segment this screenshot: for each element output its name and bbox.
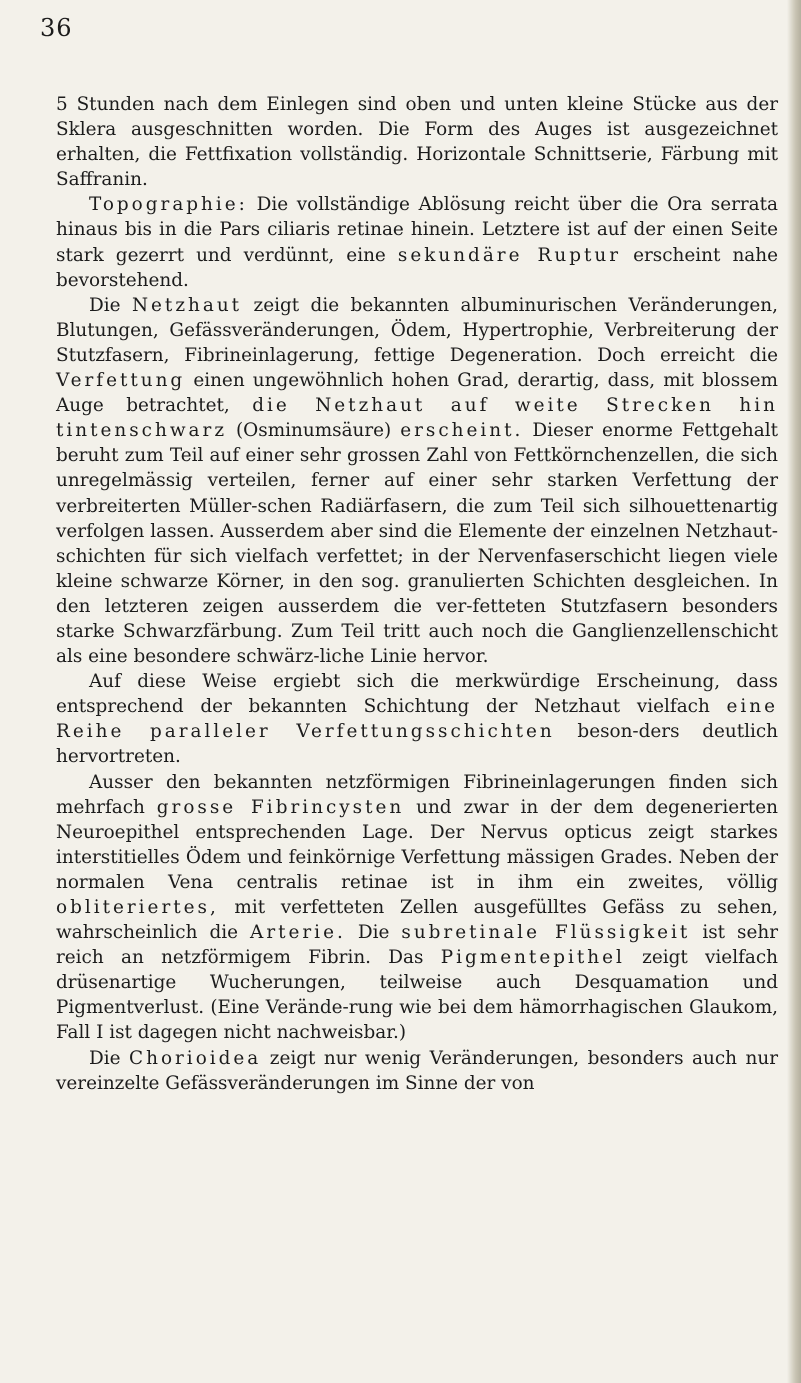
text-run: mit verfetteten Zellen ausgefülltes Gefäss zu sehen, wahrscheinlich die: [56, 897, 778, 944]
emphasis-run: Verfettung: [56, 370, 186, 392]
text-run: Die: [89, 294, 132, 316]
text-run: einen ungewöhnlich hohen Grad, derartig, dass, mit blossem Auge betrachtet,: [56, 370, 778, 417]
text-run: Ausser den bekannten netzförmigen Fibrineinlagerungen finden sich mehrfach: [56, 771, 778, 818]
emphasis-run: subretinale Flüssigkeit: [401, 922, 691, 944]
text-run: erscheint nahe bevorstehend.: [56, 244, 778, 291]
text-run: (Osminumsäure): [227, 420, 401, 442]
text-run: zeigt die bekannten albuminurischen Veränderungen, Blutungen, Gefässveränderungen, Ödem, Hypertrophie, Verbreiterung der Stutzfasern, Fibrineinlagerung, fettige Degeneration. Doch erreicht die: [56, 294, 778, 366]
text-run: zeigt vielfach drüsenartige Wucherungen, teilweise auch Desquamation und Pigmentverlust. (Eine Verände-rung wie bei dem hämorrhagischen Glaukom, Fall I ist dagegen nicht nachweisbar.): [56, 947, 778, 1044]
emphasis-run: Netzhaut: [131, 294, 243, 316]
emphasis-run: erscheint.: [400, 420, 524, 442]
emphasis-run: grosse Fibrincysten: [156, 796, 405, 818]
paragraph-netzhaut: [56, 293, 778, 669]
text-run: beson-ders deutlich hervortreten.: [56, 721, 778, 768]
text-run: Auf diese Weise ergiebt sich die merkwürdige Erscheinung, dass entsprechend der bekannten Schichtung der Netzhaut vielfach: [56, 671, 778, 718]
paragraph-fibrin: [56, 770, 778, 1046]
paragraph-chorioidea: [56, 1046, 778, 1096]
paragraph-1: [56, 92, 778, 192]
text-run: Die: [89, 1047, 130, 1069]
text-run: Die: [345, 922, 402, 944]
emphasis-run: die Netzhaut auf weite Strecken hin tintenschwarz: [56, 395, 778, 442]
text-run: zeigt nur wenig Veränderungen, besonders auch nur vereinzelte Gefässveränderungen im Sinne der von: [56, 1047, 778, 1094]
text-run: und zwar in der dem degenerierten Neuroepithel entsprechenden Lage. Der Nervus opticus zeigt starkes interstitielles Ödem und feinkörnige Verfettung mässigen Grades. Neben der normalen Vena centralis retinae ist in ihm ein zweites, völlig: [56, 796, 778, 893]
emphasis-run: Arterie.: [250, 922, 346, 944]
paragraph-topographie: [56, 192, 778, 292]
text-run: ist sehr reich an netzförmigem Fibrin. Das: [56, 922, 779, 969]
emphasis-run: Chorioidea: [129, 1047, 262, 1069]
emphasis-run: eine Reihe paralleler Verfettungsschichten: [56, 696, 778, 743]
emphasis-run: sekundäre Ruptur: [397, 244, 622, 266]
body-text: [56, 92, 778, 1096]
emphasis-run: Pigmentepithel: [440, 947, 625, 969]
text-run: Die vollständige Ablösung reicht über die Ora serrata hinaus bis in die Pars ciliaris retinae hinein. Letztere ist auf der einen Seite stark gezerrt und verdünnt, eine: [56, 194, 778, 266]
emphasis-run: obliteriertes,: [56, 897, 219, 918]
page-edge-shadow: [787, 0, 801, 1383]
text-run: Dieser enorme Fettgehalt beruht zum Teil auf einer sehr grossen Zahl von Fettkörnchenzellen, die sich unregelmässig verteilen, ferner auf einer sehr starken Verfettung der verbreiterten Müller-schen Radiärfasern, die zum Teil sich silhouettenartig verfolgen lassen. Ausserdem aber sind die Elemente der einzelnen Netzhaut-schichten für sich vielfach verfettet; in der Nervenfaserschicht liegen viele kleine schwarze Körner, in den sog. granulierten Schichten desgleichen. In den letzteren zeigen ausserdem die ver-fetteten Stutzfasern besonders starke Schwarzfärbung. Zum Teil tritt auch noch die Ganglienzellenschicht als eine besondere schwärz-liche Linie hervor.: [56, 420, 778, 668]
page-number: 36: [40, 14, 73, 42]
emphasis-run: Topographie:: [89, 194, 248, 216]
text-run: 5 Stunden nach dem Einlegen sind oben und unten kleine Stücke aus der Sklera ausgeschnitten worden. Die Form des Auges ist ausgezeichnet erhalten, die Fettfixation vollständig. Horizontale Schnittserie, Färbung mit Saffranin.: [56, 94, 778, 191]
paragraph-schichtung: [56, 669, 778, 769]
